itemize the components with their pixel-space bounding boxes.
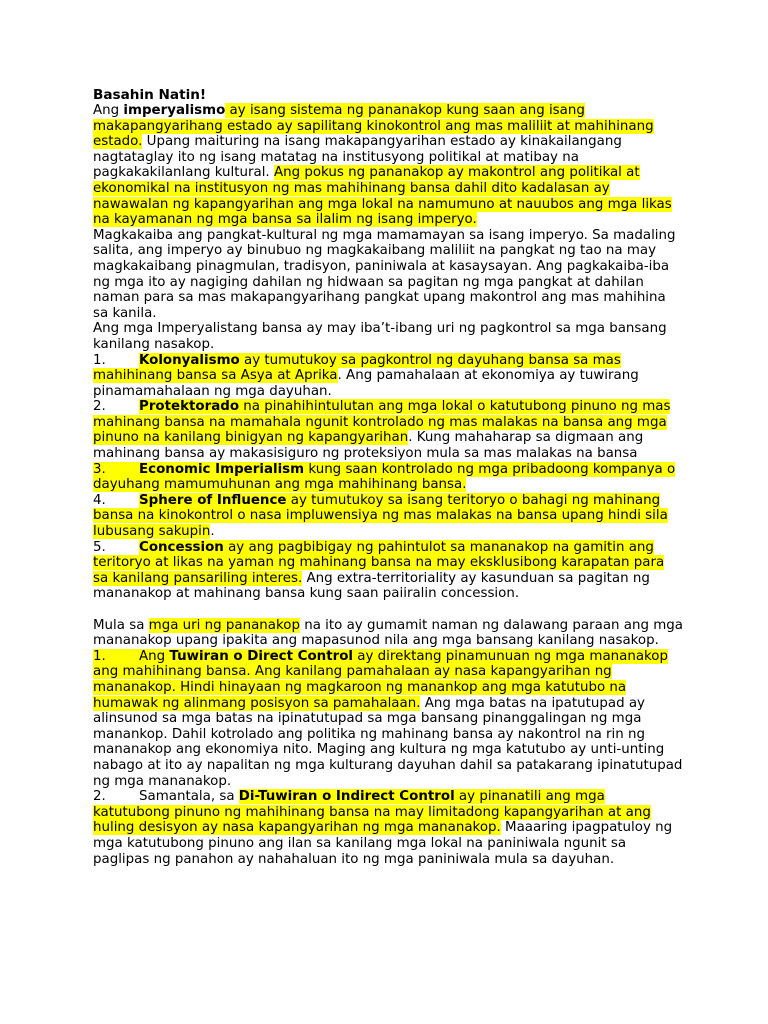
text: . Ang pamahalaan at ekonomiya ay tuwirang pinamamahalaan ng mga dayuhan. bbox=[93, 368, 639, 399]
document-page bbox=[93, 87, 683, 867]
highlighted-text: ay pinanatili ang mga katutubong pinuno ng mahihinang bansa na may limitadong kapangyarihan at ang huling desisyon ay nasa kapangyarihan ng mga mananakop. bbox=[93, 789, 651, 836]
term: Kolonyalismo bbox=[139, 352, 240, 368]
list-number: 2. bbox=[93, 399, 106, 415]
list-item-protektorado bbox=[93, 399, 683, 461]
term: Di-Tuwiran o Indirect Control bbox=[238, 789, 455, 805]
term: Economic Imperialism bbox=[139, 461, 305, 477]
highlighted-text: kung saan kontrolado ng mga pribadoong kompanya o dayuhang mamumuhunan ang mga mahihinang bansa. bbox=[93, 461, 676, 493]
list-number: 3. bbox=[93, 462, 139, 478]
highlighted-text: ay ang pagbibigay ng pahintulot sa mananakop na gamitin ang teritoryo at likas na yaman ng mahinang bansa na may eksklusibong karapatan para sa kanilang pansariling interes. bbox=[93, 539, 665, 586]
list-item-indirect-control bbox=[93, 789, 683, 867]
term: Tuwiran o Direct Control bbox=[169, 648, 354, 664]
list-item-concession bbox=[93, 540, 683, 602]
list-item-direct-control bbox=[93, 649, 683, 789]
document-title: Basahin Natin! bbox=[93, 87, 207, 103]
text: na ito ay gumamit naman ng dalawang paraan ang mga mananakop upang ipakita ang mapasunod nila ang mga bansang kanilang nasakop. bbox=[93, 617, 683, 649]
paragraph-spacer bbox=[93, 602, 683, 618]
text: Mula sa bbox=[93, 617, 149, 633]
highlighted-text: ay direktang pinamunuan ng mga mananakop ang mahihinang bansa. Ang kanilang pamahalaan ay nasa kapangyarihan ng mananakop. Hindi hinayaan ng magkaroon ng manankop ang mga katutubo na humawak ng alinmang posisyon sa pamahalaan. bbox=[93, 648, 669, 711]
list-item-economic-imperialism bbox=[93, 462, 683, 493]
highlighted-text: na pinahihintulutan ang mga lokal o katutubong pinuno ng mas mahinang bansa na mamahala ngunit kontrolado ng mas malakas na bansa ang mga pinuno na kanilang binigyan ng kapangyarihan bbox=[93, 399, 671, 446]
paragraph-mula-sa bbox=[93, 618, 683, 649]
term: Protektorado bbox=[139, 399, 240, 415]
term: Sphere of Influence bbox=[139, 492, 287, 508]
paragraph-pangkat-kultural: Magkakaiba ang pangkat-kultural ng mga mamamayan sa isang imperyo. Sa madaling salita, ang imperyo ay binubuo ng magkakaibang maliliit na pangkat ng tao na may magkakaibang pinagmulan, tradisyon, paniniwala at kasaysayan. Ang pagkakaiba-iba ng mga ito ay nagiging dahilan ng hidwaan sa pagitan ng mga pangkat at dahilan naman para sa mas makapangyarihang pangkat upang makontrol ang mas mahihina sa kanila. bbox=[93, 227, 676, 321]
list-item-kolonyalismo bbox=[93, 353, 683, 400]
text: Samantala, sa bbox=[139, 789, 239, 805]
text: . Kung mahaharap sa digmaan ang mahinang bansa ay makasisiguro ng proteksiyon mula sa mas malakas na bansa bbox=[93, 430, 644, 462]
list-number: 1. bbox=[93, 352, 106, 368]
highlighted-text: Ang bbox=[139, 648, 170, 664]
term-imperyalismo: imperyalismo bbox=[123, 103, 226, 118]
paragraph-imperyalismo bbox=[93, 103, 683, 228]
list-number: 4. bbox=[93, 492, 106, 508]
list-number: 1. bbox=[93, 649, 139, 665]
text: Ang mga batas na ipatutupad ay alinsunod sa mga batas na ipinatutupad sa mga bansang pinanggalingan ng mga manankop. Dahil kotrolado ang politika ng mahinang bansa ay nakontrol na rin ng mananakop ang ekonomiya nito. Maging ang kultura ng mga katutubo ay unti-unting nabago at ito ay napalitan ng mga kulturang dayuhan dahil sa patakarang ipinatutupad ng mga mananakop. bbox=[93, 695, 683, 789]
highlighted-text: ay isang sistema ng pananakop kung saan ang isang makapangyarihang estado ay sapilitang kinokontrol ang mas maliliit at mahihinang estado. bbox=[93, 103, 654, 150]
term: Concession bbox=[139, 539, 224, 555]
highlighted-text: ay tumutukoy sa pagkontrol ng dayuhang bansa sa mas mahihinang bansa sa Asya at Aprika bbox=[93, 352, 621, 384]
list-item-sphere-of-influence bbox=[93, 493, 683, 540]
highlighted-text: Ang pokus ng pananakop ay makontrol ang politikal at ekonomikal na institusyon ng mas mahihinang bansa dahil dito kadalasan ay nawawalan ng kapangyarihan ang mga lokal na namumuno at nauubos ang mga likas na kayamanan ng mga bansa sa ilalim ng isang imperyo. bbox=[93, 165, 672, 228]
text: Maaaring ipagpatuloy ng mga katutubong pinuno ang ilan sa kanilang mga lokal na paniniwala ngunit sa paglipas ng panahon ay nahahaluan ito ng mga paniniwala mula sa dayuhan. bbox=[93, 820, 673, 867]
highlighted-text: mga uri ng pananakop bbox=[148, 617, 300, 633]
text: . bbox=[210, 524, 215, 540]
highlighted-text: ay tumutukoy sa isang teritoryo o bahagi ng mahinang bansa na kinokontrol o nasa impluwensiya ng mas malakas na bansa upang hindi sila lubusang sakupin bbox=[93, 492, 668, 540]
text: Upang maituring na isang makapangyarihan estado ay kinakailangang nagtataglay ito ng isang matatag na institusyong politikal at matibay na pagkakakilanlang kultural. bbox=[93, 134, 622, 181]
list-number: 5. bbox=[93, 539, 106, 555]
text: Ang bbox=[93, 103, 124, 118]
paragraph-uri-ng-pagkontrol: Ang mga Imperyalistang bansa ay may iba’t-ibang uri ng pagkontrol sa mga bansang kanilang nasakop. bbox=[93, 321, 667, 352]
text: Ang extra-territoriality ay kasunduan sa pagitan ng mananakop at mahinang bansa kung saan paiiralin concession. bbox=[93, 570, 650, 602]
list-number: 2. bbox=[93, 789, 106, 805]
